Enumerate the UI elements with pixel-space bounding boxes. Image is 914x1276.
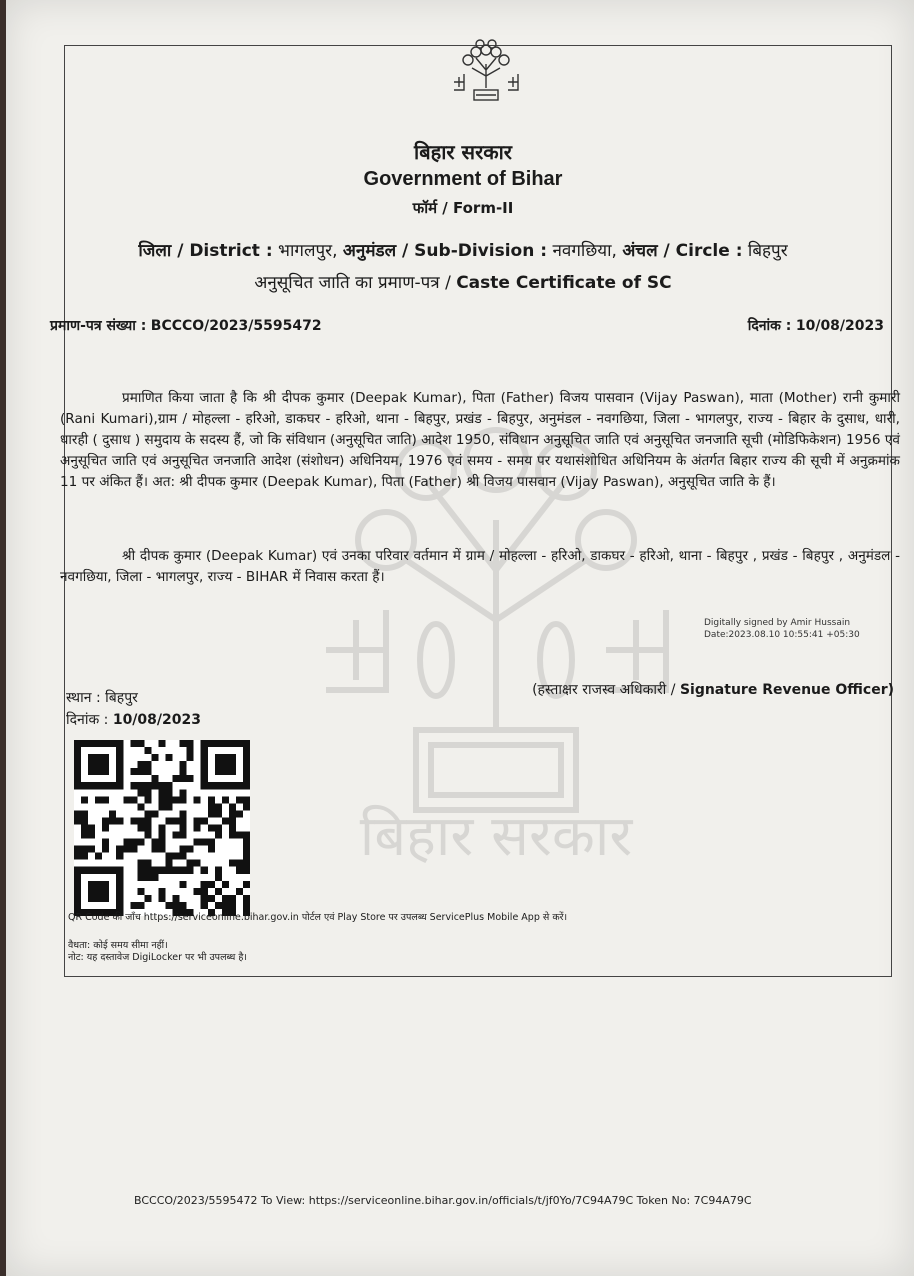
signature-hindi: (हस्ताक्षर राजस्व अधिकारी /	[532, 682, 676, 698]
bihar-emblem-icon	[446, 36, 526, 112]
watermark-text: बिहार सरकार	[359, 804, 633, 869]
cert-type-english: Caste Certificate of SC	[456, 273, 672, 293]
digital-signature	[704, 617, 860, 641]
jurisdiction-line	[6, 238, 914, 261]
subdivision-label: अनुमंडल / Sub-Division :	[342, 241, 548, 261]
place-label: स्थान :	[66, 690, 101, 706]
place	[66, 688, 138, 707]
cert-number-label: प्रमाण-पत्र संख्या :	[50, 318, 147, 334]
footer-verification-link[interactable]: BCCCO/2023/5595472 To View: https://serviceonline.bihar.gov.in/officials/t/jf0Yo/7C94A79C Token No: 7C94A79C	[134, 1194, 752, 1207]
place-value: बिहपुर	[105, 690, 138, 706]
residence-paragraph: श्री दीपक कुमार (Deepak Kumar) एवं उनका परिवार वर्तमान में ग्राम / मोहल्ला - हरिओ, डाकघर - हरिओ, थाना - बिहपुर , प्रखंड - बिहपुर , अनुमंडल - नवगछिया, जिला - भागलपुर, राज्य - BIHAR में निवास करता हैं।	[60, 548, 900, 585]
govt-title-english: Government of Bihar	[363, 168, 563, 190]
signature-english: Signature Revenue Officer)	[679, 682, 894, 698]
circle-value: बिहपुर	[747, 241, 788, 261]
signature-line	[532, 680, 894, 699]
certificate-date	[748, 316, 884, 335]
form-number: फॉर्म / Form-II	[412, 199, 514, 217]
issue-date-label: दिनांक :	[66, 712, 109, 728]
digilocker-note: नोट: यह दस्तावेज DigiLocker पर भी उपलब्ध है।	[68, 952, 247, 963]
issue-date	[66, 710, 201, 729]
qr-verification-note: QR Code की जाँच https://serviceonline.bihar.gov.in पोर्टल एवं Play Store पर उपलब्ध ServicePlus Mobile App से करें।	[68, 912, 568, 923]
govt-title-hindi: बिहार सरकार	[414, 140, 512, 164]
digital-signature-name: Digitally signed by Amir Hussain	[704, 618, 851, 628]
cert-date-label: दिनांक :	[747, 318, 792, 334]
cert-date-value: 10/08/2023	[795, 318, 884, 334]
district-label: जिला / District :	[138, 241, 273, 261]
validity-note: वैधता: कोई समय सीमा नहीं।	[68, 940, 168, 951]
digital-signature-date: Date:2023.08.10 10:55:41 +05:30	[704, 630, 860, 640]
subdivision-value: नवगछिया,	[552, 241, 617, 261]
cert-number-value: BCCCO/2023/5595472	[150, 318, 322, 334]
certificate-sheet	[6, 0, 914, 1276]
issue-date-value: 10/08/2023	[112, 712, 201, 728]
cert-type-hindi: अनुसूचित जाति का प्रमाण-पत्र /	[254, 273, 451, 293]
circle-label: अंचल / Circle :	[622, 241, 743, 261]
certificate-number	[50, 316, 322, 335]
certification-paragraph: प्रमाणित किया जाता है कि श्री दीपक कुमार (Deepak Kumar), पिता (Father) विजय पासवान (Vijay Paswan), माता (Mother) रानी कुमारी (Rani Kumari),ग्राम / मोहल्ला - हरिओ, डाकघर - हरिओ, थाना - बिहपुर, प्रखंड - बिहपुर, अनुमंडल - नवगछिया, जिला - भागलपुर, राज्य - बिहार के दुसाध, धारी, धारही ( दुसाध ) समुदाय के सदस्य हैं, जो कि संविधान (अनुसूचित जाति) आदेश 1950, संविधान अनुसूचित जाति एवं अनुसूचित जनजाति सूची (मोडिफिकेशन) 1956 एवं अनुसूचित जाति एवं अनुसूचित जनजाति आदेश (संशोधन) अधिनियम, 1976 एवं समय - समय पर यथासंशोधित अधिनियम के अंतर्गत बिहार राज्य की सूची में अनुक्रमांक 11 पर अंकित हैं। अत: श्री दीपक कुमार (Deepak Kumar), पिता (Father) श्री विजय पासवान (Vijay Paswan), अनुसूचित जाति के हैं।	[60, 390, 900, 490]
certificate-type	[6, 270, 914, 293]
qr-code-icon[interactable]	[72, 740, 252, 916]
district-value: भागलपुर,	[278, 241, 338, 261]
